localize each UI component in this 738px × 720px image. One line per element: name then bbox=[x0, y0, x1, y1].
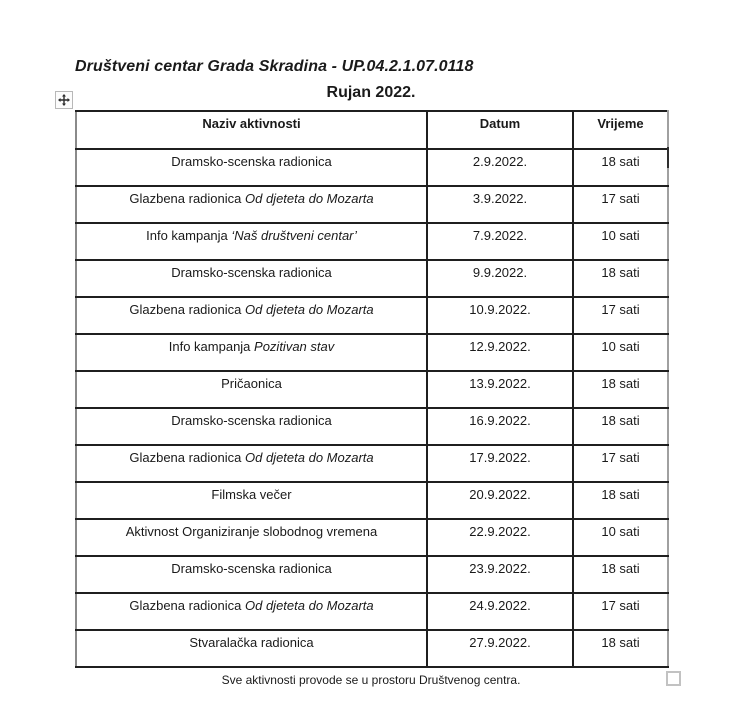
activity-cell[interactable] bbox=[76, 186, 427, 223]
table-move-handle[interactable] bbox=[55, 91, 73, 109]
activity-italic-text: Od djeteta do Mozarta bbox=[245, 598, 374, 613]
document-title: Društveni centar Grada Skradina - UP.04.2.1.07.0118 bbox=[75, 58, 474, 75]
activity-italic-text: ‘Naš društveni centar’ bbox=[231, 228, 357, 243]
table-row bbox=[76, 223, 668, 260]
document-subtitle: Rujan 2022. bbox=[326, 84, 416, 101]
time-cell[interactable] bbox=[573, 445, 668, 482]
date-cell[interactable] bbox=[427, 482, 573, 519]
activity-text: Info kampanja bbox=[168, 339, 255, 354]
activity-text: Dramsko-scenska radionica bbox=[171, 265, 332, 280]
table-row bbox=[76, 519, 668, 556]
header-cell-date[interactable]: Datum bbox=[427, 111, 573, 149]
date-cell[interactable] bbox=[427, 408, 573, 445]
table-row bbox=[76, 149, 668, 186]
date-text: 9.9.2022. bbox=[472, 265, 528, 280]
time-text: 10 sati bbox=[601, 228, 640, 243]
footer-note: Sve aktivnosti provode se u prostoru Društvenog centra. bbox=[221, 673, 521, 687]
activity-text: Filmska večer bbox=[211, 487, 292, 502]
activity-text: Glazbena radionica bbox=[129, 598, 245, 613]
date-cell[interactable] bbox=[427, 556, 573, 593]
activity-italic-text: Od djeteta do Mozarta bbox=[245, 450, 374, 465]
time-cell[interactable] bbox=[573, 556, 668, 593]
time-cell[interactable] bbox=[573, 408, 668, 445]
activity-cell[interactable] bbox=[76, 556, 427, 593]
table-resize-handle[interactable] bbox=[666, 671, 681, 686]
activity-cell[interactable] bbox=[76, 445, 427, 482]
time-text: 10 sati bbox=[601, 339, 640, 354]
time-text: 18 sati bbox=[601, 376, 640, 391]
activity-italic-text: Pozitivan stav bbox=[254, 339, 335, 354]
time-cell[interactable] bbox=[573, 371, 668, 408]
date-cell[interactable] bbox=[427, 223, 573, 260]
time-text: 18 sati bbox=[601, 561, 640, 576]
schedule-table-body bbox=[76, 149, 668, 667]
table-row bbox=[76, 260, 668, 297]
activity-cell[interactable] bbox=[76, 408, 427, 445]
header-cell-time[interactable]: Vrijeme bbox=[573, 111, 668, 149]
time-text: 18 sati bbox=[601, 265, 640, 280]
time-text: 17 sati bbox=[601, 191, 640, 206]
date-cell[interactable] bbox=[427, 519, 573, 556]
activity-text: Dramsko-scenska radionica bbox=[171, 154, 332, 169]
time-cell[interactable] bbox=[573, 482, 668, 519]
activity-cell[interactable] bbox=[76, 482, 427, 519]
date-text: 23.9.2022. bbox=[469, 561, 531, 576]
date-text: 3.9.2022. bbox=[472, 191, 528, 206]
activity-cell[interactable] bbox=[76, 371, 427, 408]
time-cell[interactable] bbox=[573, 630, 668, 667]
schedule-table bbox=[75, 110, 669, 668]
date-text: 16.9.2022. bbox=[469, 413, 531, 428]
activity-cell[interactable] bbox=[76, 149, 427, 186]
table-row bbox=[76, 371, 668, 408]
table-row bbox=[76, 445, 668, 482]
time-text: 18 sati bbox=[601, 413, 640, 428]
table-row bbox=[76, 334, 668, 371]
date-cell[interactable] bbox=[427, 630, 573, 667]
time-text: 17 sati bbox=[601, 598, 640, 613]
time-text: 17 sati bbox=[601, 450, 640, 465]
date-cell[interactable] bbox=[427, 593, 573, 630]
date-text: 20.9.2022. bbox=[469, 487, 531, 502]
move-arrows-icon bbox=[58, 94, 70, 106]
date-cell[interactable] bbox=[427, 297, 573, 334]
date-text: 17.9.2022. bbox=[469, 450, 531, 465]
text-cursor bbox=[667, 147, 669, 168]
header-cell-activity[interactable]: Naziv aktivnosti bbox=[76, 111, 427, 149]
date-text: 10.9.2022. bbox=[469, 302, 531, 317]
time-cell[interactable] bbox=[573, 223, 668, 260]
activity-text: Pričaonica bbox=[221, 376, 282, 391]
table-row bbox=[76, 556, 668, 593]
activity-text: Info kampanja bbox=[146, 228, 232, 243]
date-cell[interactable] bbox=[427, 149, 573, 186]
activity-italic-text: Od djeteta do Mozarta bbox=[245, 302, 374, 317]
date-text: 2.9.2022. bbox=[472, 154, 528, 169]
table-row bbox=[76, 630, 668, 667]
activity-text: Dramsko-scenska radionica bbox=[171, 561, 332, 576]
date-text: 22.9.2022. bbox=[469, 524, 531, 539]
activity-text: Aktivnost Organiziranje slobodnog vremena bbox=[125, 524, 378, 539]
time-text: 10 sati bbox=[601, 524, 640, 539]
date-cell[interactable] bbox=[427, 260, 573, 297]
activity-text: Glazbena radionica bbox=[129, 191, 245, 206]
table-row bbox=[76, 408, 668, 445]
date-cell[interactable] bbox=[427, 445, 573, 482]
time-cell[interactable] bbox=[573, 593, 668, 630]
activity-text: Glazbena radionica bbox=[129, 302, 245, 317]
time-cell[interactable] bbox=[573, 297, 668, 334]
activity-cell[interactable] bbox=[76, 297, 427, 334]
activity-text: Dramsko-scenska radionica bbox=[171, 413, 332, 428]
time-text: 18 sati bbox=[601, 487, 640, 502]
time-text: 18 sati bbox=[601, 635, 640, 650]
activity-italic-text: Od djeteta do Mozarta bbox=[245, 191, 374, 206]
activity-cell[interactable] bbox=[76, 519, 427, 556]
table-row bbox=[76, 593, 668, 630]
date-text: 13.9.2022. bbox=[469, 376, 531, 391]
date-text: 7.9.2022. bbox=[472, 228, 528, 243]
activity-text: Stvaralačka radionica bbox=[189, 635, 314, 650]
time-cell[interactable] bbox=[573, 519, 668, 556]
table-row bbox=[76, 482, 668, 519]
date-text: 24.9.2022. bbox=[469, 598, 531, 613]
date-cell[interactable] bbox=[427, 334, 573, 371]
time-text: 17 sati bbox=[601, 302, 640, 317]
date-cell[interactable] bbox=[427, 371, 573, 408]
activity-cell[interactable] bbox=[76, 593, 427, 630]
activity-text: Glazbena radionica bbox=[129, 450, 245, 465]
time-cell[interactable] bbox=[573, 149, 668, 186]
table-header-row bbox=[76, 111, 668, 149]
activity-cell[interactable] bbox=[76, 223, 427, 260]
table-row bbox=[76, 186, 668, 223]
date-text: 27.9.2022. bbox=[469, 635, 531, 650]
table-row bbox=[76, 297, 668, 334]
time-cell[interactable] bbox=[573, 186, 668, 223]
activity-cell[interactable] bbox=[76, 334, 427, 371]
activity-cell[interactable] bbox=[76, 260, 427, 297]
time-cell[interactable] bbox=[573, 334, 668, 371]
activity-cell[interactable] bbox=[76, 630, 427, 667]
time-text: 18 sati bbox=[601, 154, 640, 169]
date-cell[interactable] bbox=[427, 186, 573, 223]
time-cell[interactable] bbox=[573, 260, 668, 297]
date-text: 12.9.2022. bbox=[469, 339, 531, 354]
